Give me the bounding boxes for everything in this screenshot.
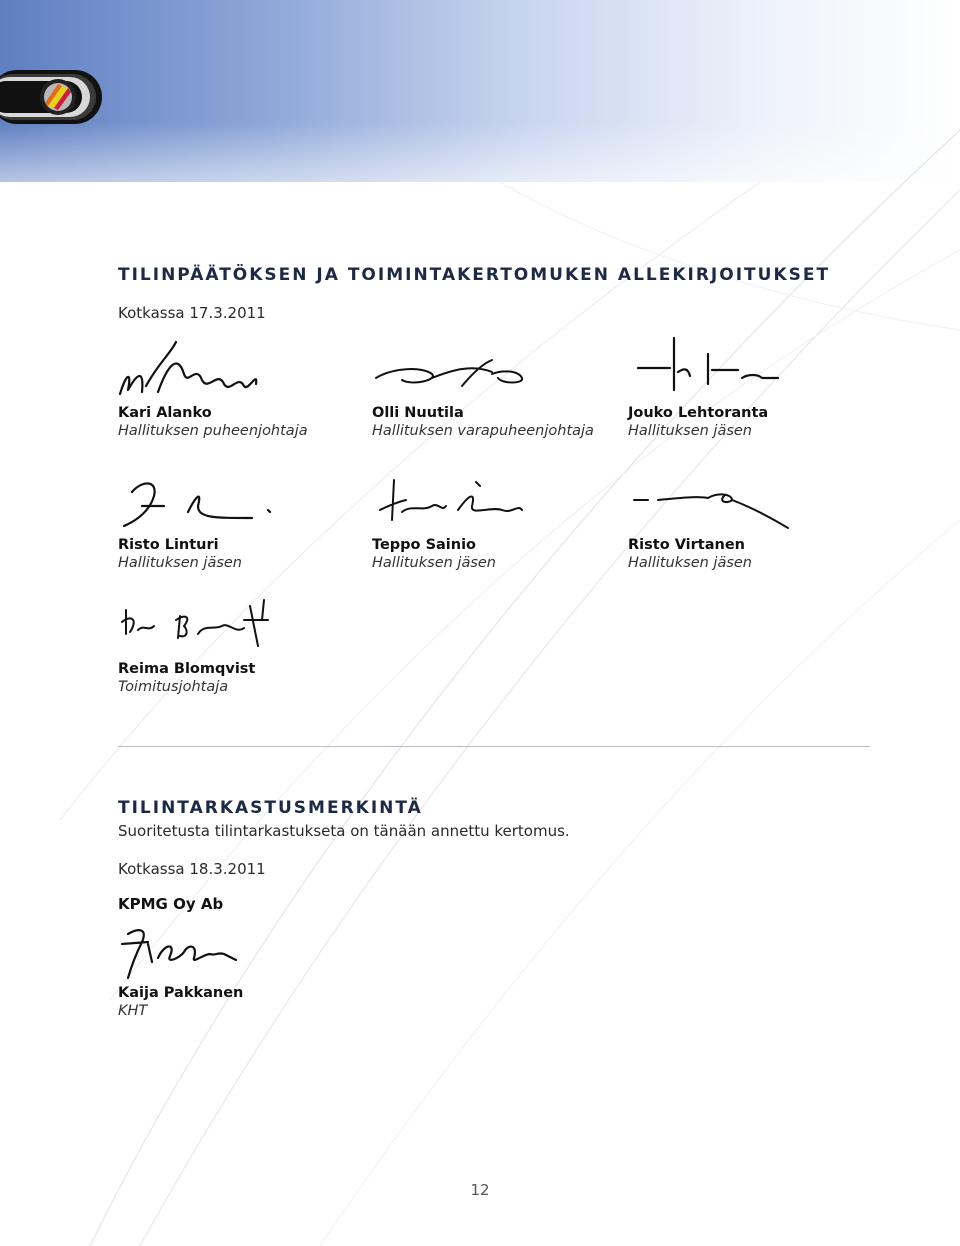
signer-reima-blomqvist: [118, 590, 378, 696]
signer-name: Risto Virtanen: [628, 537, 745, 553]
audit-statement: Suoritetusta tilintarkastukseta on tänään annettu kertomus.: [118, 822, 570, 840]
signatures-title: TILINPÄÄTÖKSEN JA TOIMINTAKERTOMUKEN ALLEKIRJOITUKSET: [118, 265, 831, 285]
signer-risto-virtanen: [628, 466, 888, 572]
audit-title: TILINTARKASTUSMERKINTÄ: [118, 798, 423, 818]
signer-role: Hallituksen jäsen: [118, 555, 243, 571]
signer-risto-linturi: [118, 466, 378, 572]
signer-name: Risto Linturi: [118, 537, 219, 553]
signer-teppo-sainio: [372, 466, 632, 572]
signature-risto-virtanen: [628, 466, 848, 536]
signature-risto-linturi: [118, 466, 338, 536]
signer-role: Hallituksen jäsen: [628, 423, 753, 439]
section-divider: [118, 746, 870, 747]
header-band: [0, 0, 960, 182]
signer-kari-alanko: [118, 334, 378, 440]
signature-reima-blomqvist: [118, 590, 338, 660]
signer-role: Hallituksen varapuheenjohtaja: [372, 423, 594, 439]
signature-olli-nuutila: [372, 334, 592, 404]
signer-kaija-pakkanen: [118, 914, 378, 1020]
signing-place-date: Kotkassa 17.3.2011: [118, 304, 266, 322]
signer-jouko-lehtoranta: [628, 334, 888, 440]
signer-role: Hallituksen puheenjohtaja: [118, 423, 308, 439]
signer-role: Toimitusjohtaja: [118, 679, 229, 695]
audit-place-date: Kotkassa 18.3.2011: [118, 860, 266, 878]
signature-kaija-pakkanen: [118, 914, 338, 984]
signature-kari-alanko: [118, 334, 338, 404]
signer-name: Reima Blomqvist: [118, 661, 256, 677]
signature-teppo-sainio: [372, 466, 592, 536]
signer-name: Kari Alanko: [118, 405, 212, 421]
auditor-role: KHT: [118, 1003, 148, 1019]
signer-name: Olli Nuutila: [372, 405, 464, 421]
signer-name: Jouko Lehtoranta: [628, 405, 769, 421]
signer-name: Teppo Sainio: [372, 537, 477, 553]
company-logo: [0, 62, 112, 134]
page-number: 12: [470, 1181, 490, 1199]
signature-jouko-lehtoranta: [628, 334, 848, 404]
signer-olli-nuutila: [372, 334, 632, 440]
audit-firm: KPMG Oy Ab: [118, 895, 224, 913]
signer-role: Hallituksen jäsen: [628, 555, 753, 571]
auditor-name: Kaija Pakkanen: [118, 985, 244, 1001]
signer-role: Hallituksen jäsen: [372, 555, 497, 571]
